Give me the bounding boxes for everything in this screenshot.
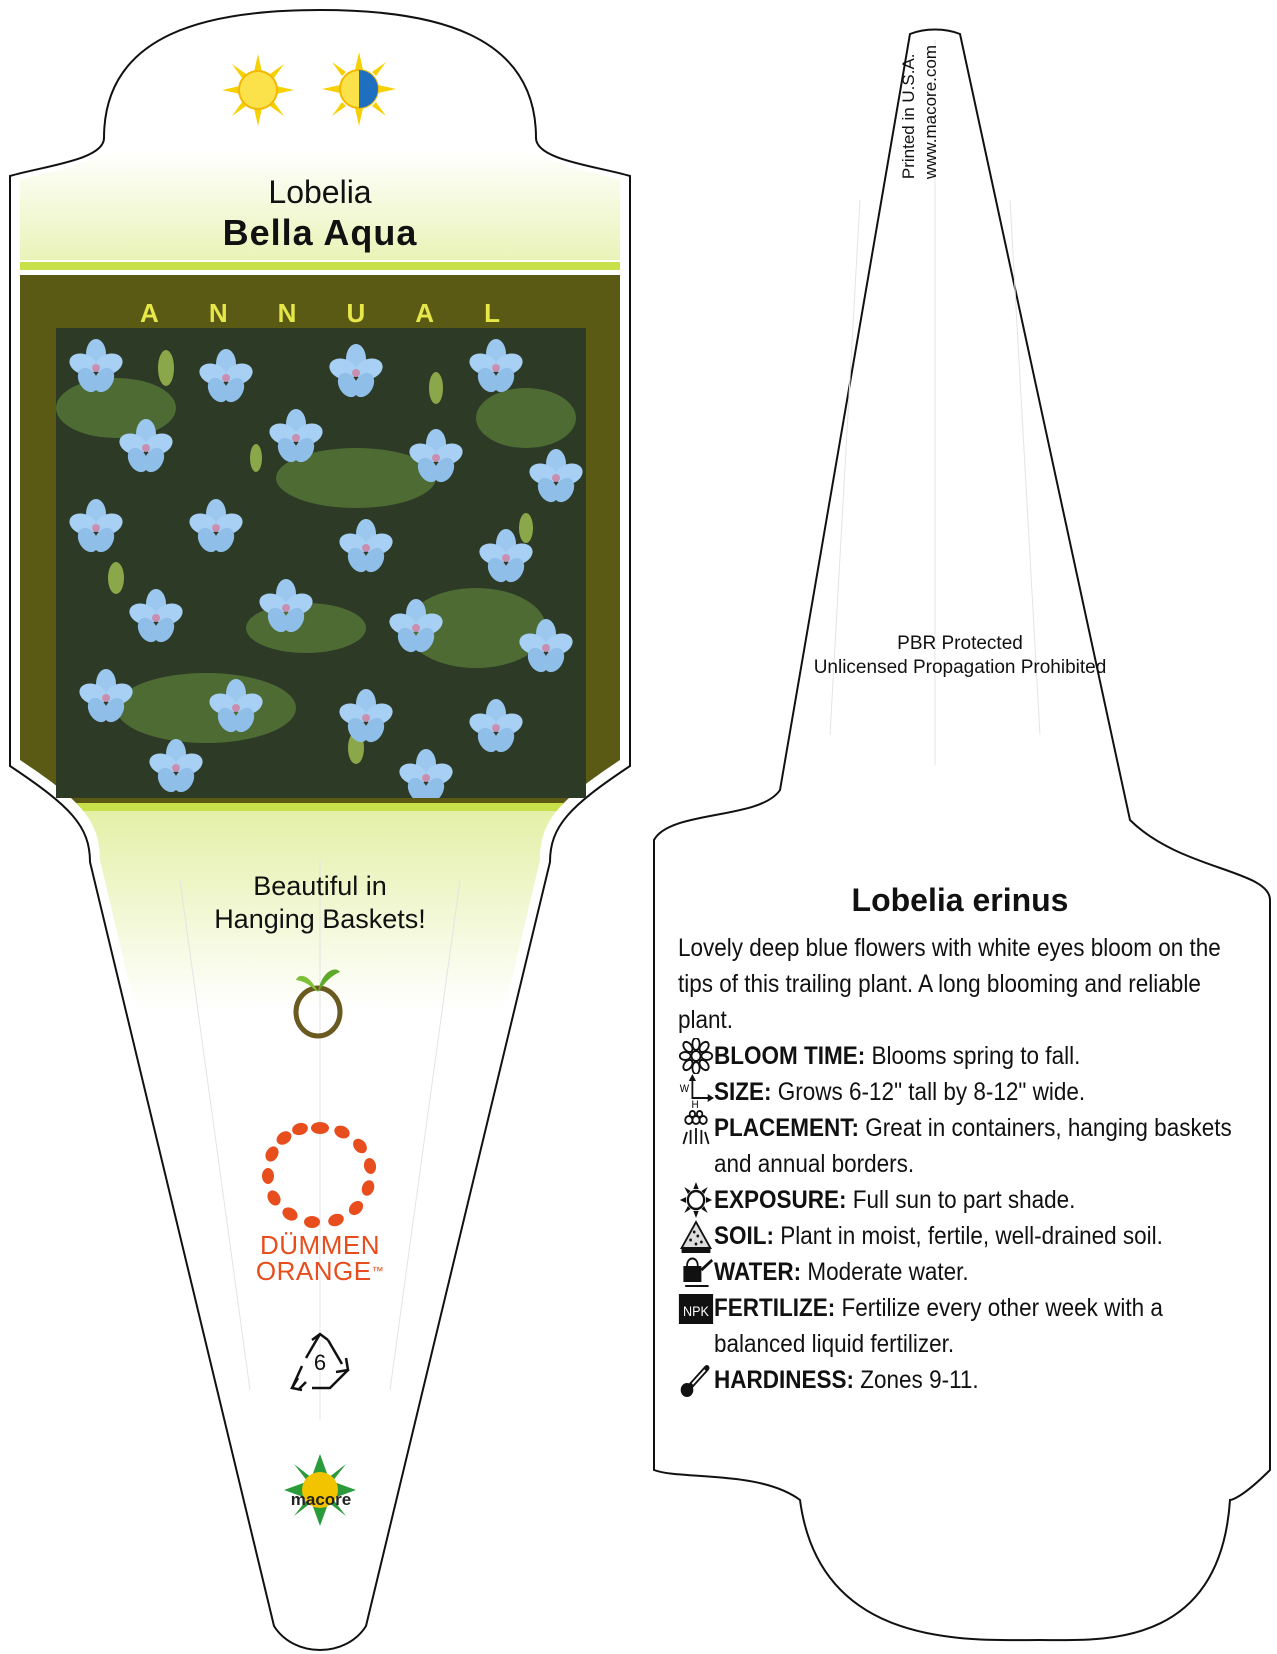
care-row-exposure (678, 1182, 1259, 1218)
care-value: Moderate water. (807, 1258, 969, 1286)
soil-icon (678, 1218, 714, 1254)
care-label: SOIL: (714, 1222, 775, 1250)
sun-outline-icon (678, 1182, 714, 1218)
care-value: Zones 9-11. (860, 1366, 979, 1394)
care-row-bloom (678, 1038, 1259, 1074)
care-label: PLACEMENT: (714, 1114, 859, 1142)
care-row-size (678, 1074, 1259, 1110)
care-label: SIZE: (714, 1078, 772, 1106)
care-row-water (678, 1254, 1259, 1290)
care-row-hardiness (678, 1362, 1259, 1398)
scientific-name: Lobelia erinus (851, 882, 1069, 918)
placement-icon (678, 1110, 714, 1146)
care-label: HARDINESS: (714, 1366, 855, 1394)
brand-name (230, 1232, 410, 1284)
watering-can-icon (678, 1254, 714, 1290)
back-tag-shape (640, 0, 1277, 1654)
category-letter: U (346, 298, 366, 328)
tagline (140, 870, 500, 936)
dummen-orange-logo-icon (252, 1120, 388, 1230)
printed-line: www.macore.com (921, 45, 940, 180)
flower-icon (678, 1038, 714, 1074)
npk-text: NPK (683, 1303, 709, 1320)
description: Lovely deep blue flowers with white eyes bloom on the tips of this trailing plant. A long blooming and reliable plant. (678, 934, 1221, 1034)
plant-photo (56, 328, 586, 798)
macore-text: macore (290, 1490, 352, 1509)
size-arrows-icon (678, 1074, 714, 1110)
part-shade-icon (320, 50, 398, 128)
trademark: ™ (371, 1264, 385, 1278)
cultivar-name: Bella Aqua (222, 212, 418, 253)
care-value: Blooms spring to fall. (871, 1042, 1081, 1070)
brand-line (230, 1258, 410, 1284)
care-row-soil (678, 1218, 1259, 1254)
brand-line-text: ORANGE (255, 1256, 372, 1286)
care-row-fertilize (678, 1290, 1259, 1362)
care-label: WATER: (714, 1258, 802, 1286)
care-row-placement (678, 1110, 1259, 1182)
full-sun-icon (220, 52, 296, 128)
printed-line: Printed in U.S.A. (899, 53, 918, 180)
common-name: Lobelia (268, 174, 372, 210)
care-value: Grows 6-12" tall by 8-12" wide. (777, 1078, 1086, 1106)
care-label: BLOOM TIME: (714, 1042, 866, 1070)
pbr-line: PBR Protected (897, 633, 1023, 654)
care-value: Plant in moist, fertile, well-drained soil. (780, 1222, 1163, 1250)
size-icon-w: W (679, 1083, 690, 1096)
category-letter: A (140, 298, 159, 328)
category-letter: N (208, 298, 228, 328)
care-value: Fertilize every other week with a balanced liquid fertilizer. (714, 1294, 1163, 1358)
brand-line: DÜMMEN (260, 1230, 380, 1260)
care-label: FERTILIZE: (714, 1294, 836, 1322)
tagline-line: Beautiful in (253, 871, 387, 901)
tagline-line: Hanging Baskets! (214, 904, 426, 934)
printed-notice (898, 45, 942, 179)
care-label: EXPOSURE: (714, 1186, 847, 1214)
care-value: Full sun to part shade. (852, 1186, 1076, 1214)
thermometer-icon (678, 1362, 714, 1398)
care-text (678, 930, 1259, 1398)
pbr-line: Unlicensed Propagation Prohibited (813, 657, 1107, 678)
category-letter: N (277, 298, 297, 328)
pbr-notice (760, 632, 1160, 680)
category-label (140, 298, 500, 329)
seedling-logo-icon (288, 962, 348, 1042)
size-icon-h: H (691, 1099, 699, 1110)
recycle-number: 6 (313, 1350, 327, 1375)
npk-icon (678, 1290, 714, 1326)
category-letter: A (415, 298, 435, 328)
category-letter: L (484, 298, 500, 328)
care-value: Great in containers, hanging baskets and annual borders. (714, 1114, 1232, 1178)
